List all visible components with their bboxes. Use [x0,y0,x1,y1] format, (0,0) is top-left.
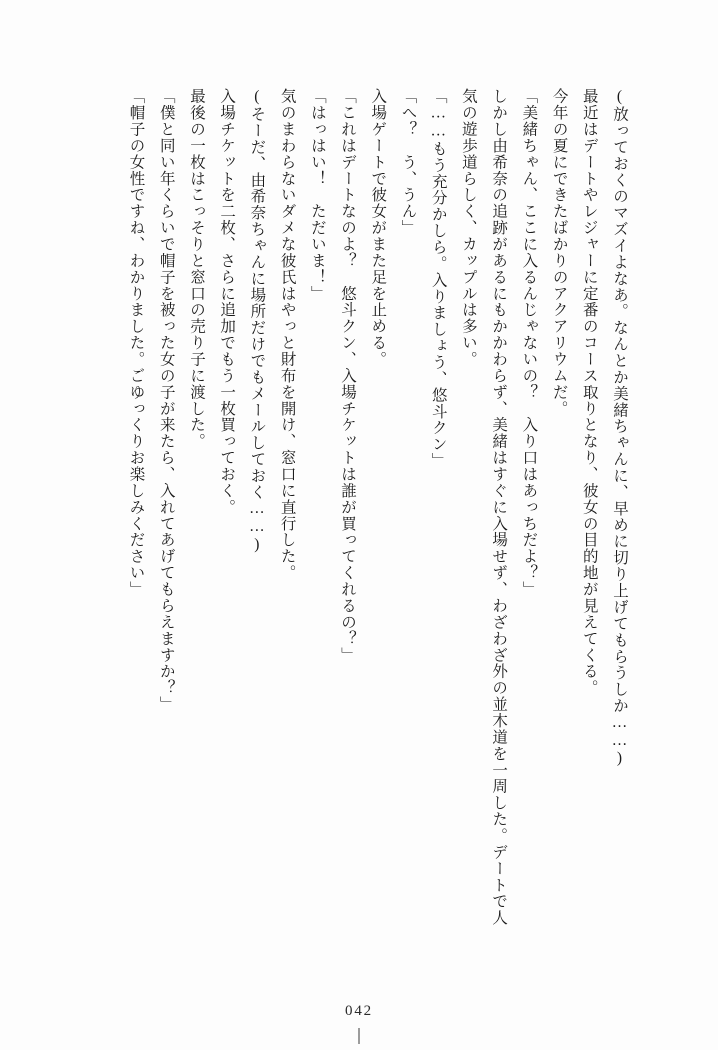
paragraph: 「僕と同い年くらいで帽子を被った女の子が来たら、入れてあげてもらえますか？」 [157,88,175,713]
page-bottom-tick-mark [359,1028,360,1044]
paragraph: 入場チケットを二枚、さらに追加でもう一枚買っておく。 [218,88,236,516]
page-number: 042 [345,1003,373,1019]
paragraph: 「美緒ちゃん、ここに入るんじゃないの？ 入り口はあっちだよ？」 [520,88,538,598]
paragraph: 最近はデートやレジャーに定番のコース取りとなり、彼女の目的地が見えてくる。 [580,88,598,696]
paragraph: 「はっはい！ ただいま！」 [308,88,326,302]
paragraph: しかし由希奈の追跡があるにもかかわらず、美緒はすぐに入場せず、わざわざ外の並木道を一周した。デートで人気の遊歩道らしく、カップルは多い。 [459,88,508,926]
paragraph: 入場ゲートで彼女がまた足を止める。 [369,88,387,368]
paragraph: 「これはデートなのよ？ 悠斗クン、入場チケットは誰が買ってくれるの？」 [339,88,357,664]
paragraph: 気のまわらないダメな彼氏はやっと財布を開け、窓口に直行した。 [278,88,296,581]
paragraph: (そーだ、由希奈ちゃんに場所だけでもメールしておく……) [248,88,266,555]
paragraph: 「帽子の女性ですね、わかりました。ごゆっくりお楽しみください」 [127,88,145,598]
paragraph: 「へ？ う、うん」 [399,88,417,236]
paragraph: (放っておくのマズイよなあ。なんとか美緒ちゃんに、早めに切り上げてもらうしか……) [611,88,628,768]
paragraph: 「……もう充分かしら。入りましょう、悠斗クン」 [429,88,447,469]
paragraph: 最後の一枚はこっそりと窓口の売り子に渡した。 [187,88,205,450]
page-text-body [56,88,634,928]
paragraph: 今年の夏にできたばかりのアクアリウムだ。 [550,88,568,417]
